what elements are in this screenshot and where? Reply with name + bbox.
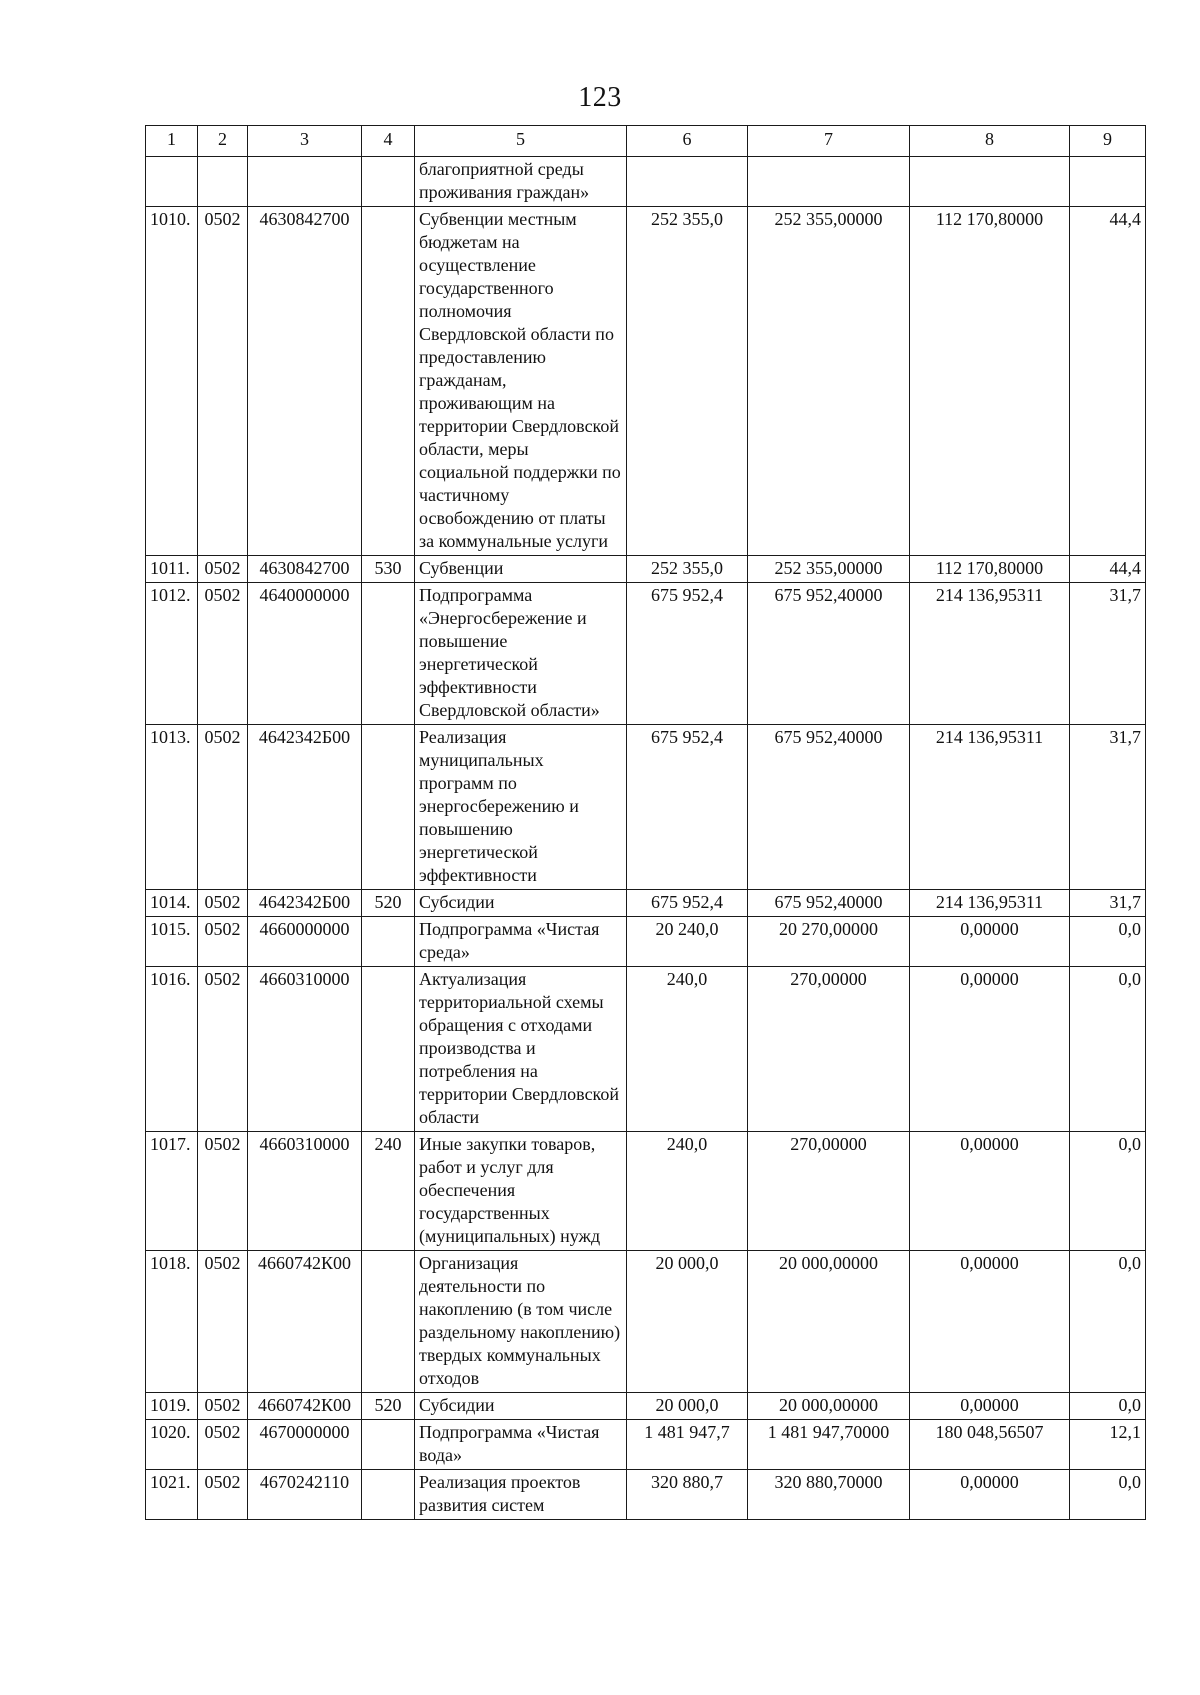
item-name: Организация деятельности по накоплению (в том числе раздельному накоплению) твердых коммунальных отходов: [415, 1251, 627, 1393]
column-header-4: 4: [362, 126, 415, 157]
table-row: [146, 1251, 1146, 1393]
value-col-7: [748, 157, 910, 207]
value-col-6: 1 481 947,7: [627, 1420, 748, 1470]
value-col-8: 112 170,80000: [910, 207, 1070, 556]
value-col-6: 240,0: [627, 1132, 748, 1251]
percent-value: 0,0: [1070, 917, 1146, 967]
target-article-code: 4642342Б00: [248, 725, 362, 890]
target-article-code: 4670000000: [248, 1420, 362, 1470]
target-article-code: 4660742К00: [248, 1393, 362, 1420]
expense-kind-code: [362, 583, 415, 725]
target-article-code: 4640000000: [248, 583, 362, 725]
value-col-8: 0,00000: [910, 1393, 1070, 1420]
column-header-5: 5: [415, 126, 627, 157]
percent-value: 0,0: [1070, 1132, 1146, 1251]
item-name: Субсидии: [415, 1393, 627, 1420]
table-row: [146, 157, 1146, 207]
value-col-6: 675 952,4: [627, 890, 748, 917]
value-col-8: 0,00000: [910, 917, 1070, 967]
percent-value: 0,0: [1070, 1470, 1146, 1520]
value-col-7: 675 952,40000: [748, 890, 910, 917]
item-name: Субвенции: [415, 556, 627, 583]
row-number: [146, 157, 198, 207]
row-number: 1019.: [146, 1393, 198, 1420]
item-name: Актуализация территориальной схемы обращения с отходами производства и потребления на территории Свердловской области: [415, 967, 627, 1132]
value-col-7: 270,00000: [748, 967, 910, 1132]
section-code: 0502: [198, 890, 248, 917]
value-col-6: 252 355,0: [627, 207, 748, 556]
table-row: [146, 967, 1146, 1132]
row-number: 1011.: [146, 556, 198, 583]
value-col-8: 214 136,95311: [910, 583, 1070, 725]
column-header-8: 8: [910, 126, 1070, 157]
table-row: [146, 583, 1146, 725]
percent-value: 31,7: [1070, 583, 1146, 725]
row-number: 1017.: [146, 1132, 198, 1251]
column-header-2: 2: [198, 126, 248, 157]
target-article-code: [248, 157, 362, 207]
value-col-7: 252 355,00000: [748, 556, 910, 583]
value-col-7: 320 880,70000: [748, 1470, 910, 1520]
item-name: Подпрограмма «Энергосбережение и повышение энергетической эффективности Свердловской области»: [415, 583, 627, 725]
item-name: Реализация муниципальных программ по энергосбережению и повышению энергетической эффективности: [415, 725, 627, 890]
section-code: 0502: [198, 583, 248, 725]
item-name: Подпрограмма «Чистая среда»: [415, 917, 627, 967]
section-code: 0502: [198, 556, 248, 583]
value-col-8: 214 136,95311: [910, 725, 1070, 890]
target-article-code: 4630842700: [248, 556, 362, 583]
row-number: 1015.: [146, 917, 198, 967]
value-col-8: 0,00000: [910, 1470, 1070, 1520]
value-col-7: 1 481 947,70000: [748, 1420, 910, 1470]
target-article-code: 4670242110: [248, 1470, 362, 1520]
expense-kind-code: [362, 1470, 415, 1520]
row-number: 1016.: [146, 967, 198, 1132]
row-number: 1013.: [146, 725, 198, 890]
expense-kind-code: 520: [362, 890, 415, 917]
column-header-9: 9: [1070, 126, 1146, 157]
value-col-6: 20 240,0: [627, 917, 748, 967]
header-row: [146, 126, 1146, 157]
row-number: 1020.: [146, 1420, 198, 1470]
section-code: 0502: [198, 1132, 248, 1251]
expense-kind-code: [362, 1251, 415, 1393]
item-name: Реализация проектов развития систем: [415, 1470, 627, 1520]
expense-kind-code: 520: [362, 1393, 415, 1420]
item-name: Субвенции местным бюджетам на осуществление государственного полномочия Свердловской области по предоставлению гражданам, проживающим на территории Свердловской области, меры социальной поддержки по частичному освобождению от платы за коммунальные услуги: [415, 207, 627, 556]
expense-kind-code: [362, 917, 415, 967]
table-row: [146, 556, 1146, 583]
column-header-7: 7: [748, 126, 910, 157]
row-number: 1012.: [146, 583, 198, 725]
row-number: 1014.: [146, 890, 198, 917]
section-code: 0502: [198, 1420, 248, 1470]
value-col-6: 252 355,0: [627, 556, 748, 583]
expense-kind-code: [362, 967, 415, 1132]
percent-value: 0,0: [1070, 967, 1146, 1132]
table-row: [146, 890, 1146, 917]
value-col-6: 675 952,4: [627, 725, 748, 890]
column-header-1: 1: [146, 126, 198, 157]
value-col-8: 214 136,95311: [910, 890, 1070, 917]
value-col-6: 240,0: [627, 967, 748, 1132]
item-name: Иные закупки товаров, работ и услуг для обеспечения государственных (муниципальных) нужд: [415, 1132, 627, 1251]
expense-kind-code: [362, 725, 415, 890]
expense-kind-code: [362, 1420, 415, 1470]
value-col-7: 675 952,40000: [748, 583, 910, 725]
section-code: 0502: [198, 1470, 248, 1520]
table-row: [146, 1420, 1146, 1470]
item-name: Субсидии: [415, 890, 627, 917]
target-article-code: 4660310000: [248, 967, 362, 1132]
column-header-6: 6: [627, 126, 748, 157]
percent-value: [1070, 157, 1146, 207]
value-col-6: 675 952,4: [627, 583, 748, 725]
section-code: 0502: [198, 1251, 248, 1393]
expense-kind-code: 240: [362, 1132, 415, 1251]
section-code: 0502: [198, 967, 248, 1132]
table-row: [146, 917, 1146, 967]
target-article-code: 4642342Б00: [248, 890, 362, 917]
target-article-code: 4660310000: [248, 1132, 362, 1251]
percent-value: 44,4: [1070, 207, 1146, 556]
value-col-7: 252 355,00000: [748, 207, 910, 556]
value-col-7: 20 270,00000: [748, 917, 910, 967]
section-code: 0502: [198, 917, 248, 967]
expense-kind-code: [362, 157, 415, 207]
value-col-7: 270,00000: [748, 1132, 910, 1251]
percent-value: 12,1: [1070, 1420, 1146, 1470]
row-number: 1010.: [146, 207, 198, 556]
table-row: [146, 1470, 1146, 1520]
section-code: 0502: [198, 207, 248, 556]
page-number: 123: [578, 82, 622, 113]
percent-value: 0,0: [1070, 1393, 1146, 1420]
table-row: [146, 1132, 1146, 1251]
target-article-code: 4660000000: [248, 917, 362, 967]
value-col-8: 180 048,56507: [910, 1420, 1070, 1470]
section-code: [198, 157, 248, 207]
item-name: благоприятной среды проживания граждан»: [415, 157, 627, 207]
table-row: [146, 725, 1146, 890]
percent-value: 0,0: [1070, 1251, 1146, 1393]
section-code: 0502: [198, 1393, 248, 1420]
value-col-6: [627, 157, 748, 207]
expense-kind-code: [362, 207, 415, 556]
target-article-code: 4630842700: [248, 207, 362, 556]
percent-value: 31,7: [1070, 890, 1146, 917]
column-header-3: 3: [248, 126, 362, 157]
value-col-7: 20 000,00000: [748, 1251, 910, 1393]
value-col-8: 0,00000: [910, 1251, 1070, 1393]
value-col-8: [910, 157, 1070, 207]
value-col-8: 0,00000: [910, 967, 1070, 1132]
value-col-7: 675 952,40000: [748, 725, 910, 890]
section-code: 0502: [198, 725, 248, 890]
budget-table: [145, 125, 1146, 1520]
row-number: 1021.: [146, 1470, 198, 1520]
percent-value: 31,7: [1070, 725, 1146, 890]
table-body: [146, 126, 1146, 1520]
table-row: [146, 207, 1146, 556]
row-number: 1018.: [146, 1251, 198, 1393]
target-article-code: 4660742К00: [248, 1251, 362, 1393]
percent-value: 44,4: [1070, 556, 1146, 583]
value-col-8: 0,00000: [910, 1132, 1070, 1251]
value-col-6: 20 000,0: [627, 1251, 748, 1393]
table-row: [146, 1393, 1146, 1420]
value-col-6: 320 880,7: [627, 1470, 748, 1520]
value-col-7: 20 000,00000: [748, 1393, 910, 1420]
item-name: Подпрограмма «Чистая вода»: [415, 1420, 627, 1470]
value-col-6: 20 000,0: [627, 1393, 748, 1420]
expense-kind-code: 530: [362, 556, 415, 583]
value-col-8: 112 170,80000: [910, 556, 1070, 583]
